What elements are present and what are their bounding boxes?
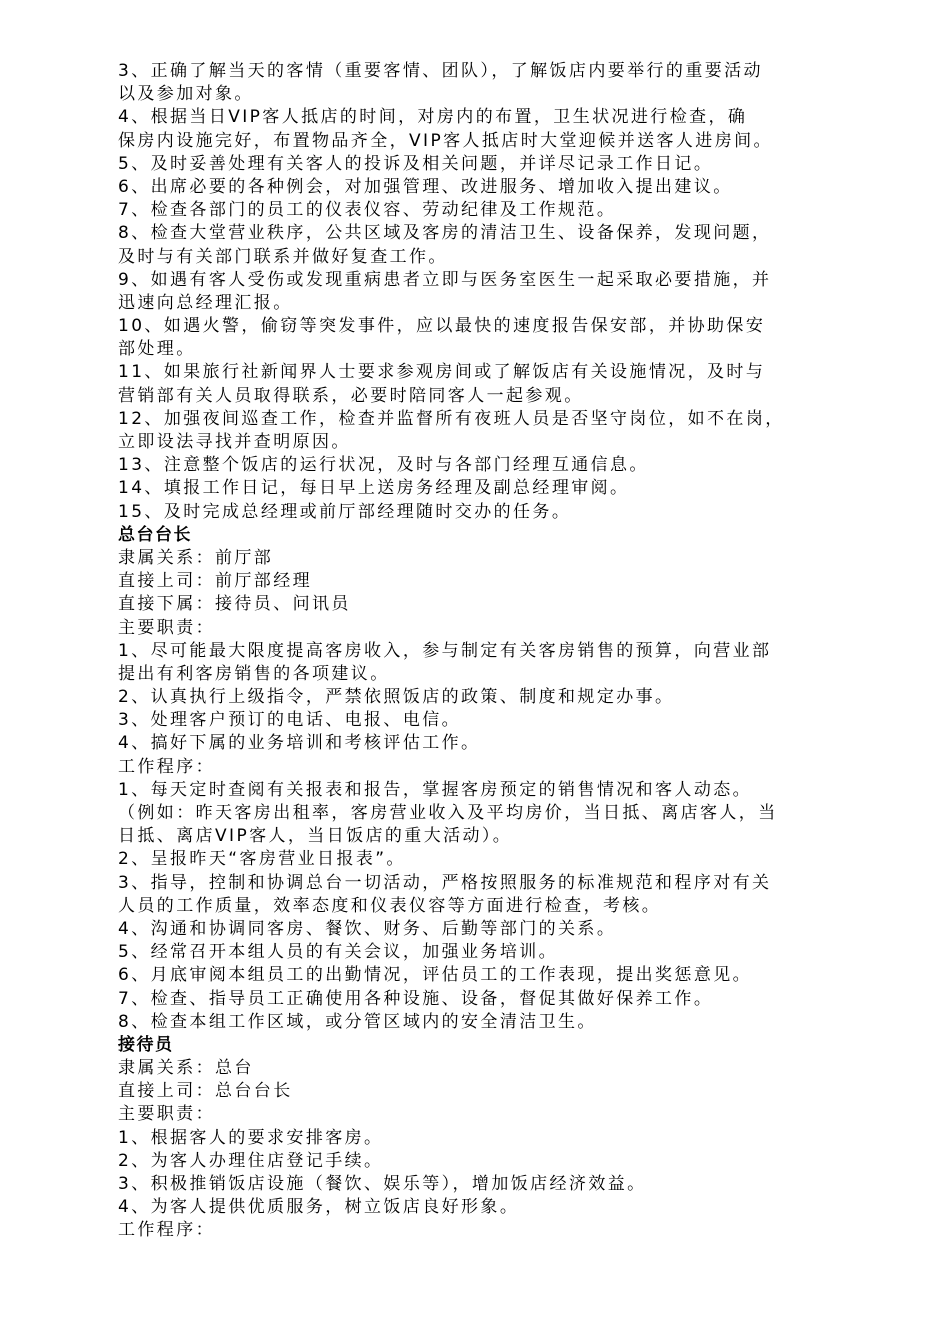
text-line: （例如：昨天客房出租率，客房营业收入及平均房价，当日抵、离店客人，当 — [118, 803, 778, 823]
text-line: 1、根据客人的要求安排客房。 — [118, 1127, 384, 1148]
text-line: 以及参加对象。 — [118, 84, 254, 105]
text-line: 4、搞好下属的业务培训和考核评估工作。 — [118, 733, 481, 754]
text-line: 6、出席必要的各种例会，对加强管理、改进服务、增加收入提出建议。 — [118, 176, 733, 197]
text-line: 2、呈报昨天“客房营业日报表”。 — [118, 849, 406, 870]
text-line: 主要职责： — [118, 1104, 215, 1125]
text-line: 6、月底审阅本组员工的出勤情况，评估员工的工作表现，提出奖惩意见。 — [118, 965, 753, 986]
text-line: 直接下属：接待员、问讯员 — [118, 594, 351, 615]
text-line: 5、及时妥善处理有关客人的投诉及相关问题，并详尽记录工作日记。 — [118, 153, 714, 174]
text-line: 10、如遇火警，偷窃等突发事件，应以最快的速度报告保安部，并协助保安 — [118, 316, 766, 337]
text-line: 直接上司：前厅部经理 — [118, 571, 312, 592]
text-line: 1、尽可能最大限度提高客房收入，参与制定有关客房销售的预算，向营业部 — [118, 640, 772, 661]
text-line: 9、如遇有客人受伤或发现重病患者立即与医务室医生一起采取必要措施，并 — [118, 269, 772, 290]
text-line: 1、每天定时查阅有关报表和报告，掌握客房预定的销售情况和客人动态。 — [118, 779, 753, 800]
text-line: 4、根据当日VIP客人抵店的时间，对房内的布置，卫生状况进行检查，确 — [118, 107, 748, 128]
text-line: 13、注意整个饭店的运行状况，及时与各部门经理互通信息。 — [118, 455, 649, 476]
text-line: 营销部有关人员取得联系，必要时陪同客人一起参观。 — [118, 385, 584, 406]
text-line: 11、如果旅行社新闻界人士要求参观房间或了解饭店有关设施情况，及时与 — [118, 362, 766, 383]
text-line: 2、认真执行上级指令，严禁依照饭店的政策、制度和规定办事。 — [118, 687, 675, 708]
text-line: 14、填报工作日记，每日早上送房务经理及副总经理审阅。 — [118, 478, 630, 499]
section-heading: 总台台长 — [118, 524, 192, 545]
text-line: 部处理。 — [118, 339, 196, 360]
text-line: 人员的工作质量，效率态度和仪表仪容等方面进行检查，考核。 — [118, 895, 662, 916]
text-line: 12、加强夜间巡查工作，检查并监督所有夜班人员是否坚守岗位，如不在岗， — [118, 408, 785, 429]
text-line: 3、积极推销饭店设施（餐饮、娱乐等），增加饭店经济效益。 — [118, 1174, 647, 1194]
text-line: 隶属关系：总台 — [118, 1058, 254, 1079]
text-line: 4、为客人提供优质服务，树立饭店良好形象。 — [118, 1197, 520, 1218]
text-line: 日抵、离店VIP客人，当日饭店的重大活动）。 — [118, 826, 513, 847]
text-line: 迅速向总经理汇报。 — [118, 292, 293, 313]
text-line: 主要职责： — [118, 617, 215, 638]
text-line: 8、检查本组工作区域，或分管区域内的安全清洁卫生。 — [118, 1011, 597, 1032]
text-line: 提出有利客房销售的各项建议。 — [118, 663, 390, 684]
text-line: 8、检查大堂营业秩序，公共区域及客房的清洁卫生、设备保养，发现问题， — [118, 223, 772, 244]
text-line: 工作程序： — [118, 756, 215, 777]
text-line: 隶属关系：前厅部 — [118, 547, 274, 568]
section-heading: 接待员 — [118, 1034, 174, 1055]
text-line: 3、正确了解当天的客情（重要客情、团队），了解饭店内要举行的重要活动 — [118, 61, 763, 81]
text-line: 立即设法寻找并查明原因。 — [118, 432, 351, 452]
document-page — [118, 60, 888, 1243]
text-line: 15、及时完成总经理或前厅部经理随时交办的任务。 — [118, 501, 572, 522]
text-line: 3、处理客户预订的电话、电报、电信。 — [118, 710, 462, 731]
text-line: 5、经常召开本组人员的有关会议，加强业务培训。 — [118, 942, 559, 963]
text-line: 保房内设施完好，布置物品齐全，VIP客人抵店时大堂迎候并送客人进房间。 — [118, 130, 773, 151]
text-line: 工作程序： — [118, 1220, 215, 1241]
text-line: 7、检查各部门的员工的仪表仪容、劳动纪律及工作规范。 — [118, 200, 617, 221]
text-line: 4、沟通和协调同客房、餐饮、财务、后勤等部门的关系。 — [118, 918, 617, 939]
text-line: 及时与有关部门联系并做好复查工作。 — [118, 246, 448, 267]
text-line: 7、检查、指导员工正确使用各种设施、设备，督促其做好保养工作。 — [118, 988, 714, 1009]
text-line: 直接上司：总台台长 — [118, 1081, 293, 1102]
text-line: 3、指导，控制和协调总台一切活动，严格按照服务的标准规范和程序对有关 — [118, 872, 772, 893]
text-line: 2、为客人办理住店登记手续。 — [118, 1150, 384, 1171]
